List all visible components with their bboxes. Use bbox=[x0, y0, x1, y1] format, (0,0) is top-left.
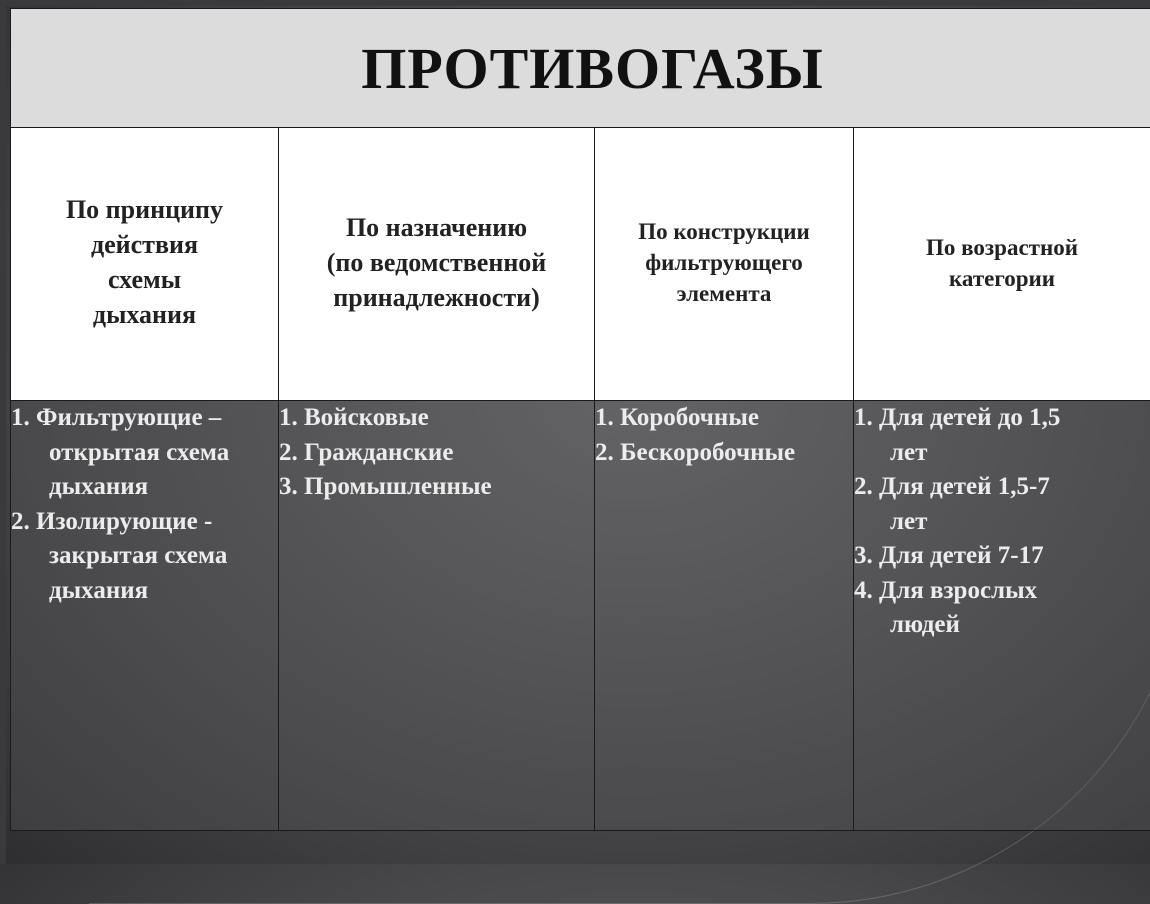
gas-mask-classification-table bbox=[10, 8, 1150, 831]
body-cell-principle bbox=[11, 401, 279, 831]
item-continuation: людей bbox=[854, 608, 1150, 643]
item-number: 2. bbox=[11, 505, 30, 540]
item-continuation: лет bbox=[854, 436, 1150, 471]
list-item bbox=[279, 401, 594, 436]
header-cell-principle bbox=[11, 128, 279, 401]
header-design: По конструкции фильтрующего элемента bbox=[595, 216, 853, 309]
item-text: Промышленные bbox=[304, 473, 492, 500]
item-text: Коробочные bbox=[620, 404, 759, 431]
list-item bbox=[854, 401, 1150, 470]
header-purpose: По назначению (по ведомственной принадлежности) bbox=[279, 210, 594, 315]
item-text: Бескоробочные bbox=[620, 439, 795, 466]
item-text: Для детей 7-17 bbox=[879, 542, 1044, 569]
list-item bbox=[11, 505, 278, 609]
list-item bbox=[11, 401, 278, 505]
item-continuation: открытая схема дыхания bbox=[11, 436, 278, 505]
item-text: Фильтрующие – bbox=[36, 404, 221, 431]
list-age bbox=[854, 401, 1150, 643]
item-number: 1. bbox=[854, 401, 873, 436]
title-cell bbox=[11, 9, 1150, 128]
list-item bbox=[854, 574, 1150, 643]
list-item bbox=[279, 470, 594, 505]
header-principle: По принципу действия схемы дыхания bbox=[11, 192, 278, 332]
list-item bbox=[595, 401, 853, 436]
item-number: 4. bbox=[854, 574, 873, 609]
item-continuation: лет bbox=[854, 505, 1150, 540]
header-cell-design bbox=[595, 128, 854, 401]
item-text: Для взрослых bbox=[879, 577, 1037, 604]
body-cell-purpose bbox=[279, 401, 595, 831]
list-item bbox=[854, 539, 1150, 574]
header-age: По возрастной категории bbox=[854, 232, 1150, 294]
body-cell-age bbox=[854, 401, 1150, 831]
list-item bbox=[595, 436, 853, 471]
list-design bbox=[595, 401, 853, 470]
header-cell-purpose bbox=[279, 128, 595, 401]
list-item bbox=[854, 470, 1150, 539]
page-title: ПРОТИВОГАЗЫ bbox=[337, 35, 824, 102]
item-text: Для детей 1,5-7 bbox=[879, 473, 1050, 500]
item-number: 1. bbox=[595, 401, 614, 436]
item-number: 2. bbox=[854, 470, 873, 505]
item-number: 3. bbox=[854, 539, 873, 574]
item-number: 1. bbox=[11, 401, 30, 436]
item-text: Гражданские bbox=[304, 439, 453, 466]
header-cell-age bbox=[854, 128, 1150, 401]
list-item bbox=[279, 436, 594, 471]
item-text: Изолирующие - bbox=[36, 508, 212, 535]
item-text: Для детей до 1,5 bbox=[879, 404, 1060, 431]
item-number: 3. bbox=[279, 470, 298, 505]
item-number: 1. bbox=[279, 401, 298, 436]
item-text: Войсковые bbox=[304, 404, 429, 431]
body-cell-design bbox=[595, 401, 854, 831]
item-number: 2. bbox=[595, 436, 614, 471]
list-purpose bbox=[279, 401, 594, 505]
list-principle bbox=[11, 401, 278, 608]
item-number: 2. bbox=[279, 436, 298, 471]
item-continuation: закрытая схема дыхания bbox=[11, 539, 278, 608]
